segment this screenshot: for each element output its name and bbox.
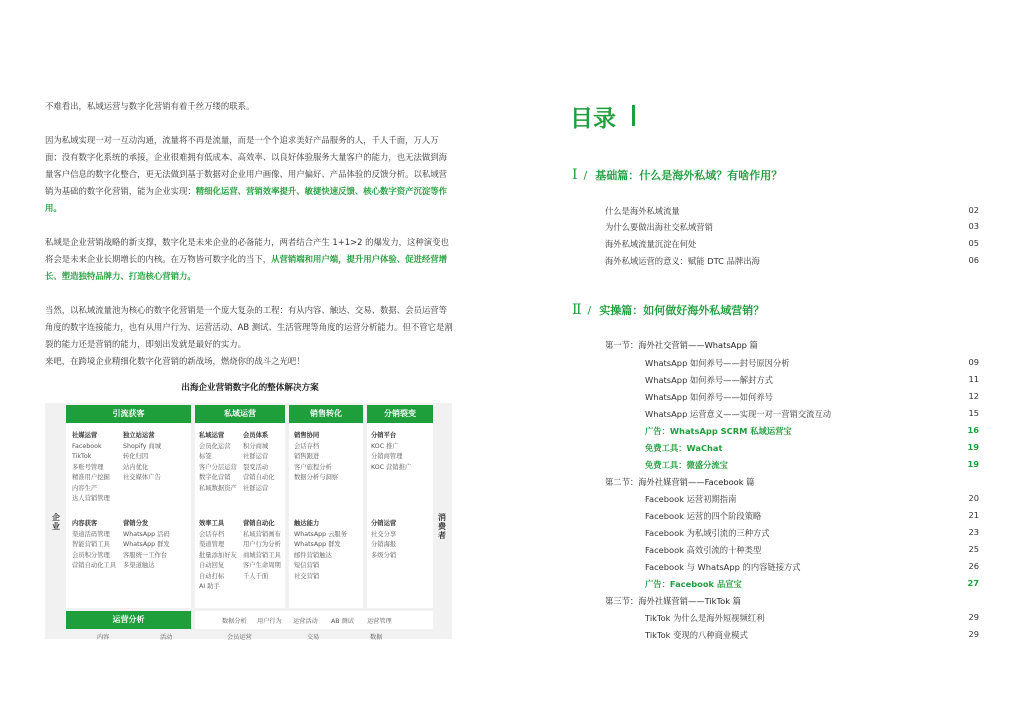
paragraph-3: 私域是企业营销战略的新支撑，数字化是未来企业的必备能力，两者结合产生 1+1>2 的爆发力，这种演变也将会是未来企业长期增长的内核。在万物皆可数字化的当下，从营销端和用户端，提升用户体验、促进经营增长、塑造独特品牌力、打造核心营销力。 [45,237,449,281]
diagram-title: 出海企业营销数字化的整体解决方案 [181,383,319,393]
paragraph-1: 不难看出，私域运营与数字化营销有着千丝万缕的联系。 [45,101,255,111]
slash-icon: / [587,304,592,317]
toc-entry[interactable]: Facebook 与 WhatsApp 的内容链接方式 26 [645,561,979,572]
toc-chapter-heading[interactable]: 第二节：海外社媒营销——Facebook 篇 [605,477,755,487]
section-title: 基础篇：什么是海外私域？有啥作用？ [595,169,783,182]
category-header: 引流获客 [66,405,191,423]
toc-entry-ad[interactable]: 广告：WhatsApp SCRM 私域运营宝 16 [645,425,979,436]
toc-entry[interactable]: Facebook 运营的四个阶段策略 21 [645,510,979,521]
toc-title: 目录 [570,106,616,132]
toc-entry[interactable]: 海外私域运营的意义：赋能 DTC 品牌出海 06 [605,255,979,266]
section-numeral: Ⅱ [572,302,582,318]
list-private-col2: 会员体系 积分商城 社群运营 裂变活动 营销自动化 社群运营 [243,432,275,492]
tools-sales: 触达能力 WhatsApp 云服务 WhatsApp 群发 邮件营销触达 短信营销 社交营销 [294,520,348,580]
list-distribution: 分销平台 KOC 推广 分销商管理 KOC 营销推广 [371,432,412,471]
toc-entry[interactable]: 什么是海外私域流量 02 [605,205,979,216]
list-private-col1: 私域运营 会员化运营 标签 客户分层运营 数字化营销 私域数据资产 [199,432,237,492]
toc-entry[interactable]: Facebook 为私域引流的三种方式 23 [645,527,979,538]
slash-icon: / [583,169,588,182]
toc-entry[interactable]: WhatsApp 运营意义——实现一对一营销交流互动 15 [645,408,979,419]
section-title: 实操篇：如何做好海外私域营销？ [599,304,765,317]
paragraph-2: 因为私域实现一对一互动沟通，流量将不再是流量，而是一个个追求美好产品服务的人，千人千面，万人万面；没有数字化系统的承接，企业很难拥有低成本、高效率、以良好体验服务大量客户的能力，也无法做到海量客户信息的数字化整合，更无法做到基于数据对企业用户画像、用户偏好、产品体验的反馈分析。以私域营销为基础的数字化营销，能为企业实现：精细化运营、营销效率提升、敏捷快速反馈、核心数字资产沉淀等作用。 [45,135,447,213]
category-header: 销售转化 [289,405,363,423]
tools-private-col1: 效率工具 会话存档 渠道管理 批量添加好友 自动回复 自动打标 AI 助手 [199,520,237,590]
toc-entry-tool[interactable]: 免费工具：微盛分流宝 19 [645,459,979,470]
toc-section-2[interactable] [572,302,764,318]
analysis-sub-item: 内容 [97,634,110,641]
analysis-bar: 运营分析 [66,611,191,629]
analysis-sub-item: 数据 [370,634,383,641]
analysis-item: 用户行为 [257,618,282,625]
toc-entry[interactable]: 海外私域流量沉淀在何处 05 [605,238,979,249]
analysis-sub-item: 活动 [160,634,173,641]
toc-entry[interactable]: WhatsApp 如何养号——解封方式 11 [645,374,979,385]
list-sales: 销售协同 会话存档 销售跟进 客户旅程分析 数据分析与洞察 [294,432,339,481]
toc-chapter-heading[interactable]: 第一节：海外社交营销——WhatsApp 篇 [605,340,758,350]
toc-title-bar [632,105,635,126]
list-traffic-col1: 社媒运营 Facebook TikTok 多账号管理 精准用户挖掘 内容生产 达人营销管理 [72,432,110,502]
solution-diagram [45,403,452,639]
toc-entry[interactable]: WhatsApp 如何养号——封号原因分析 09 [645,357,979,368]
enterprise-label: 企业 [52,513,60,531]
toc-section-1[interactable] [572,167,782,183]
tools-private-col2: 营销自动化 私域营销画布 用户行为分析 商城营销工具 客户生命周期 千人千面 [243,520,281,580]
category-header: 分销裂变 [367,405,433,423]
tools-traffic-col2: 营销分发 WhatsApp 活码 WhatsApp 群发 客服统一工作台 多渠道触达 [123,520,170,569]
section-numeral: Ⅰ [572,167,578,183]
paragraph-5: 来吧，在跨境企业精细化数字化营销的新战场，燃烧你的战斗之光吧！ [45,356,305,366]
list-traffic-col2: 独立站运营 Shopify 商城 转化归因 站内优化 社交媒体广告 [123,432,162,481]
toc-entry[interactable]: TikTok 变现的八种商业模式 29 [645,629,979,640]
toc-entry[interactable]: TikTok 为什么是海外短视频红利 29 [645,612,979,623]
tools-traffic-col1: 内容获客 渠道活码管理 智能营销工具 会员积分管理 营销自动化工具 [72,520,117,569]
toc-entry[interactable]: 为什么要做出海社交私域营销 03 [605,221,979,232]
analysis-sub-item: 会员运营 [227,634,252,641]
paragraph-4: 当然，以私域流量池为核心的数字化营销是一个庞大复杂的工程：有从内容、触达、交易、数据、会员运营等角度的数字连接能力，也有从用户行为、运营活动、AB 测试、生活管理等角度的运营分析能力。但不管它是割裂的能力还是营销的能力，即刻出发就是最好的实力。 [45,305,453,349]
analysis-item: 运营管理 [367,618,392,625]
tools-distribution: 分销运营 社交分享 分销海报 多级分销 [371,520,397,559]
toc-entry-ad[interactable]: 广告：Facebook 品宣宝 27 [645,578,979,589]
toc-entry[interactable]: Facebook 高效引流的十种类型 25 [645,544,979,555]
analysis-item: 数据分析 [222,618,247,625]
toc-entry-tool[interactable]: 免费工具：WaChat 19 [645,442,979,453]
analysis-item: 运营活动 [293,618,318,625]
analysis-sub-item: 交易 [307,634,320,641]
toc-entry[interactable]: Facebook 运营初期指南 20 [645,493,979,504]
analysis-item: AB 测试 [331,618,354,625]
consumer-label: 消费者 [438,513,446,540]
toc-chapter-heading[interactable]: 第三节：海外社媒营销——TikTok 篇 [605,596,741,606]
toc-entry[interactable]: WhatsApp 如何养号——如何养号 12 [645,391,979,402]
category-header: 私域运营 [195,405,285,423]
left-page-text [45,98,455,387]
